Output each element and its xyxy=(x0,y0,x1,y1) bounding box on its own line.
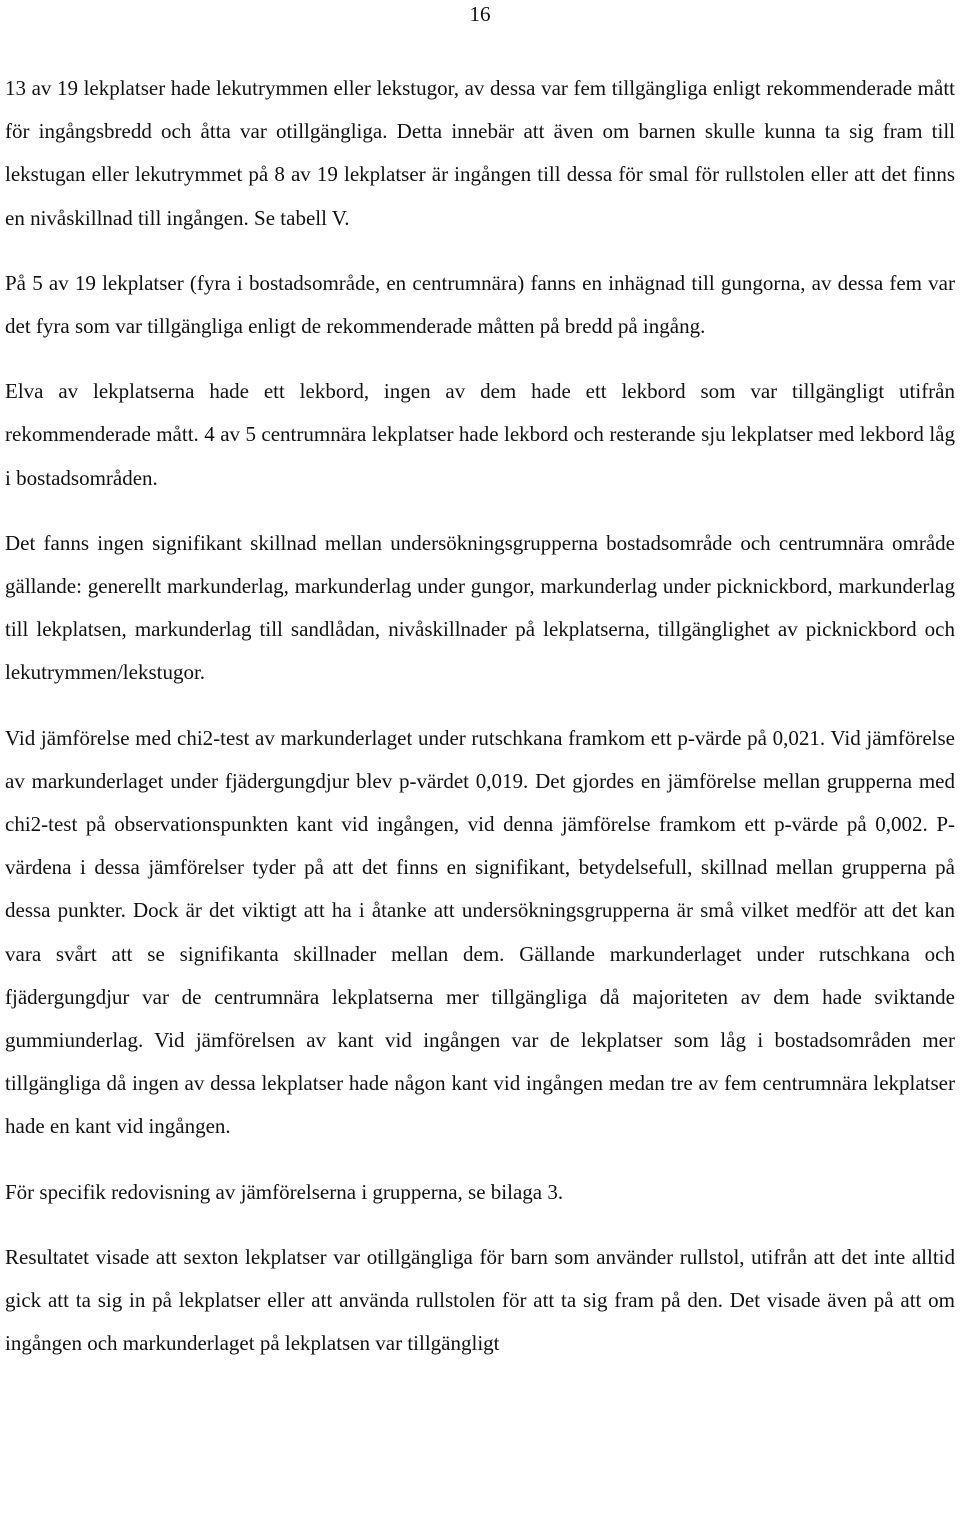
page-number: 16 xyxy=(469,2,491,26)
paragraph-resultat-summary: Resultatet visade att sexton lekplatser var otillgängliga för barn som använder rullstol, utifrån att det inte alltid gick att ta sig in på lekplatser eller att använda rullstolen för att ta sig fram på den. Det visade även på att om ingången och markunderlaget på lekplatsen var tillgängligt xyxy=(5,1244,955,1356)
paragraph-bilaga-reference: För specifik redovisning av jämförelserna i grupperna, se bilaga 3. xyxy=(5,1179,564,1204)
paragraph-inhagnad-gungor: På 5 av 19 lekplatser (fyra i bostadsområde, en centrumnära) fanns en inhägnad till gungorna, av dessa fem var det fyra som var tillgängliga enligt de rekommenderade måtten på bredd på ingång. xyxy=(5,270,955,339)
document-body xyxy=(5,67,955,1387)
paragraph-lekutrymmen: 13 av 19 lekplatser hade lekutrymmen eller lekstugor, av dessa var fem tillgängliga enligt rekommenderade mått för ingångsbredd och åtta var otillgängliga. Detta innebär att även om barnen skulle kunna ta sig fram till lekstugan eller lekutrymmet på 8 av 19 lekplatser är ingången till dessa för smal för rullstolen eller att det finns en nivåskillnad till ingången. Se tabell V. xyxy=(5,76,955,230)
paragraph-chi2-test: Vid jämförelse med chi2-test av markunderlaget under rutschkana framkom ett p-värde på 0,021. Vid jämförelse av markunderlaget under fjädergungdjur blev p-värdet 0,019. Det gjordes en jämförelse mellan grupperna med chi2-test på observationspunkten kant vid ingången, vid denna jämförelse framkom ett p-värde på 0,002. P-värdena i dessa jämförelser tyder på att det finns en signifikant, betydelsefull, skillnad mellan grupperna på dessa punkter. Dock är det viktigt att ha i åtanke att undersökningsgrupperna är små vilket medför att det kan vara svårt att se signifikanta skillnader mellan dem. Gällande markunderlaget under rutschkana och fjädergungdjur var de centrumnära lekplatserna mer tillgängliga då majoriteten av dem hade sviktande gummiunderlag. Vid jämförelsen av kant vid ingången var de lekplatser som låg i bostadsområden mer tillgängliga då ingen av dessa lekplatser hade någon kant vid ingången medan tre av fem centrumnära lekplatser hade en kant vid ingången. xyxy=(5,725,955,1139)
paragraph-lekbord: Elva av lekplatserna hade ett lekbord, ingen av dem hade ett lekbord som var tillgängligt utifrån rekommenderade mått. 4 av 5 centrumnära lekplatser hade lekbord och resterande sju lekplatser med lekbord låg i bostadsområden. xyxy=(5,379,955,490)
paragraph-ingen-signifikant-skillnad: Det fanns ingen signifikant skillnad mellan undersökningsgrupperna bostadsområde och centrumnära område gällande: generellt markunderlag, markunderlag under gungor, markunderlag under picknickbord, markunderlag till lekplatsen, markunderlag till sandlådan, nivåskillnader på lekplatserna, tillgänglighet av picknickbord och lekutrymmen/lekstugor. xyxy=(5,530,955,685)
